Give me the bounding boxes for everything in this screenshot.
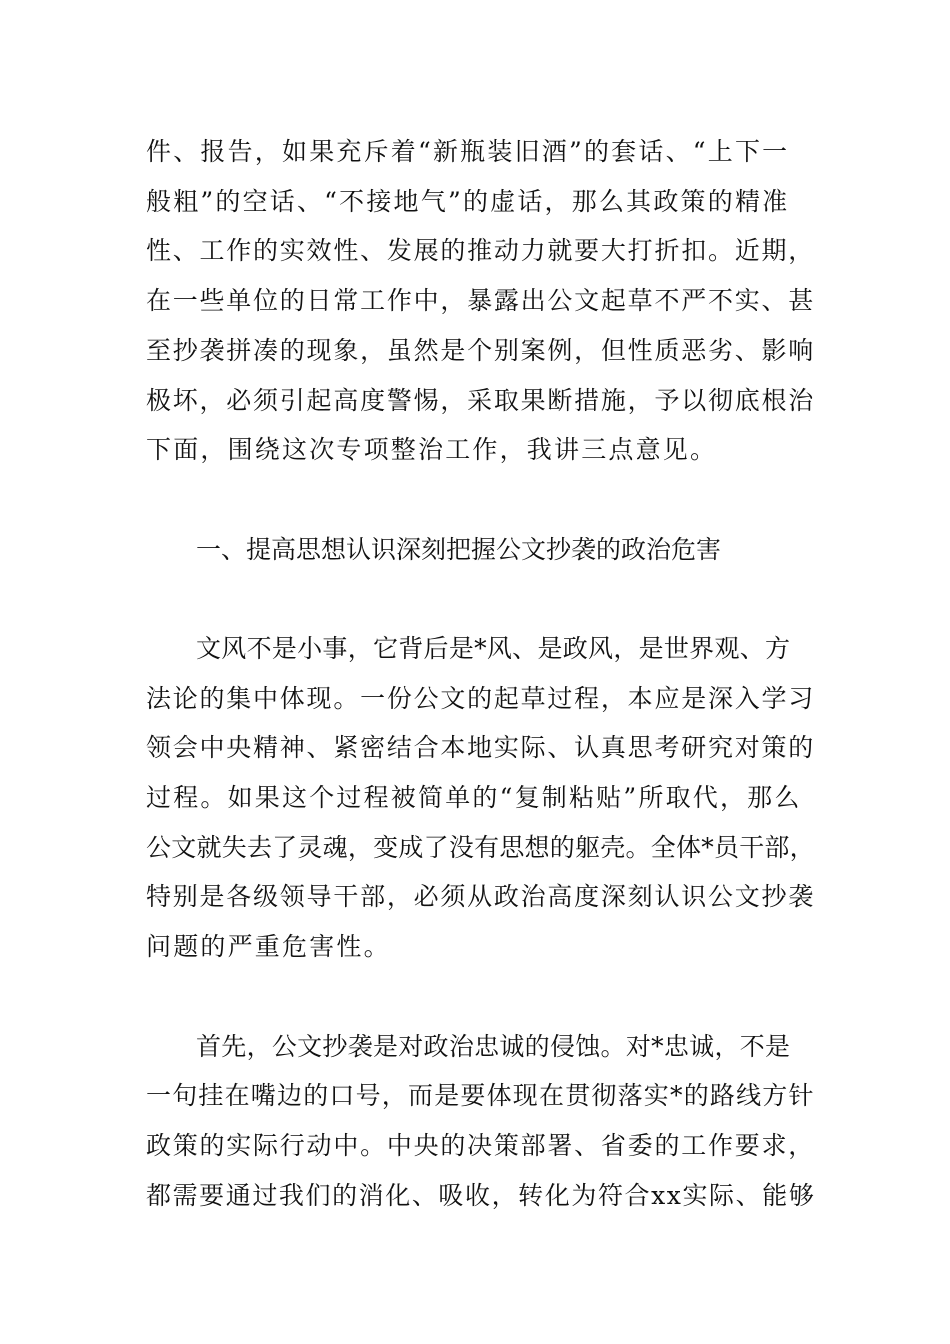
- paragraph-line: 性、工作的实效性、发展的推动力就要大打折扣。近期，: [146, 236, 816, 265]
- section-heading: 一、提高思想认识深刻把握公文抄袭的政治危害: [196, 535, 722, 564]
- paragraph-line: 过程。如果这个过程被简单的“复制粘贴”所取代，那么: [146, 783, 802, 812]
- paragraph-line: 至抄袭拼凑的现象，虽然是个别案例，但性质恶劣、影响: [146, 336, 816, 365]
- paragraph-line: 首先，公文抄袭是对政治忠诚的侵蚀。对*忠诚，不是: [196, 1032, 791, 1061]
- paragraph-line: 公文就失去了灵魂，变成了没有思想的躯壳。全体*员干部，: [146, 833, 815, 862]
- paragraph-line: 都需要通过我们的消化、吸收，转化为符合xx实际、能够: [146, 1181, 816, 1210]
- paragraph-line: 极坏，必须引起高度警惕，采取果断措施，予以彻底根治: [146, 386, 816, 415]
- paragraph-line: 领会中央精神、紧密结合本地实际、认真思考研究对策的: [146, 733, 816, 762]
- paragraph-line: 在一些单位的日常工作中，暴露出公文起草不严不实、甚: [146, 286, 816, 315]
- paragraph-line: 件、报告，如果充斥着“新瓶装旧酒”的套话、“上下一: [146, 137, 790, 166]
- paragraph-line: 下面，围绕这次专项整治工作，我讲三点意见。: [146, 435, 718, 464]
- paragraph-line: 问题的严重危害性。: [146, 932, 391, 961]
- paragraph-line: 文风不是小事，它背后是*风、是政风，是世界观、方: [196, 634, 791, 663]
- paragraph-line: 一句挂在嘴边的口号，而是要体现在贯彻落实*的路线方针: [146, 1081, 815, 1110]
- paragraph-line: 特别是各级领导干部，必须从政治高度深刻认识公文抄袭: [146, 882, 816, 911]
- paragraph-line: 法论的集中体现。一份公文的起草过程，本应是深入学习: [146, 684, 816, 713]
- paragraph-line: 般粗”的空话、“不接地气”的虚话，那么其政策的精准: [146, 187, 790, 216]
- paragraph-line: 政策的实际行动中。中央的决策部署、省委的工作要求，: [146, 1131, 816, 1160]
